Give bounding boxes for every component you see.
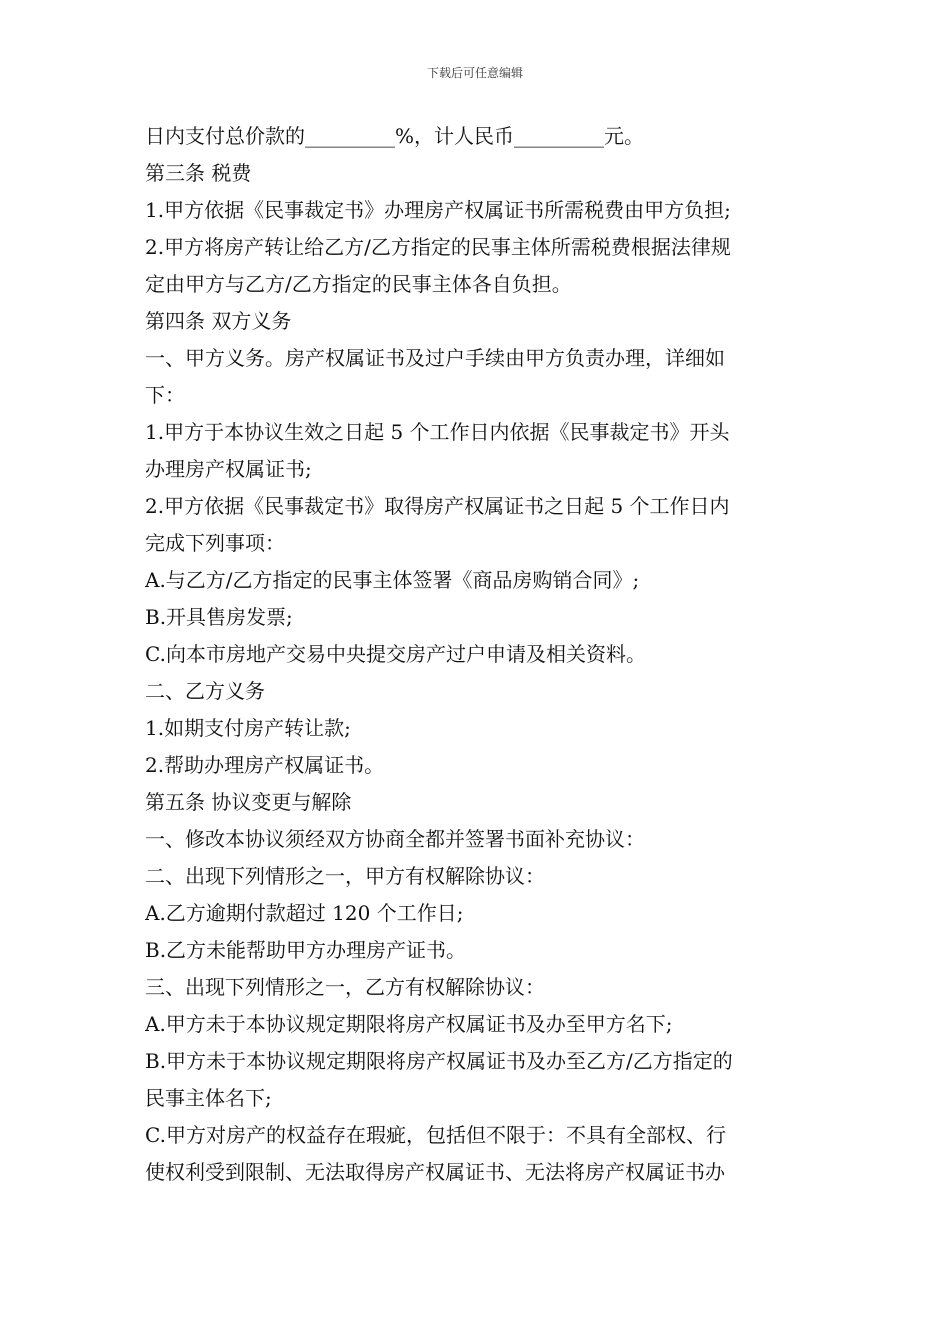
text-line: 日内支付总价款的_________%，计人民币_________元。 [145,124,645,148]
text-line: A.与乙方/乙方指定的民事主体签署《商品房购销合同》; [145,568,640,592]
text-line: 1.如期支付房产转让款; [145,716,351,740]
text-line: 2.甲方将房产转让给乙方/乙方指定的民事主体所需税费根据法律规 [145,235,731,259]
text-line: 1.甲方于本协议生效之日起 5 个工作日内依据《民事裁定书》开头 [145,420,730,444]
text-line: B.开具售房发票; [145,605,293,629]
text-line: 二、出现下列情形之一，甲方有权解除协议： [145,864,545,888]
text-line: 下： [145,383,185,407]
text-line: A.甲方未于本协议规定期限将房产权属证书及办至甲方名下; [145,1012,673,1036]
text-line: B.乙方未能帮助甲方办理房产证书。 [145,938,467,962]
text-line: C.甲方对房产的权益存在瑕疵，包括但不限于：不具有全部权、行 [145,1123,726,1147]
text-line: 定由甲方与乙方/乙方指定的民事主体各自负担。 [145,272,572,296]
text-line: 使权利受到限制、无法取得房产权属证书、无法将房产权属证书办 [145,1160,725,1184]
page-header: 下载后可任意编辑 [426,66,523,80]
text-line: 2.帮助办理房产权属证书。 [145,753,385,777]
text-line: A.乙方逾期付款超过 120 个工作日; [145,901,464,925]
text-line: 办理房产权属证书; [145,457,312,481]
text-line: 1.甲方依据《民事裁定书》办理房产权属证书所需税费由甲方负担; [145,198,731,222]
text-line: 完成下列事项： [145,531,285,555]
document-body [145,118,810,1191]
text-line: 一、甲方义务。房产权属证书及过户手续由甲方负责办理，详细如 [145,346,725,370]
text-line: 2.甲方依据《民事裁定书》取得房产权属证书之日起 5 个工作日内 [145,494,730,518]
text-line: 民事主体名下; [145,1086,272,1110]
text-line: C.向本市房地产交易中央提交房产过户申请及相关资料。 [145,642,646,666]
section-heading: 第四条 双方义务 [145,309,292,333]
subsection-heading: 二、乙方义务 [145,679,265,703]
section-heading: 第三条 税费 [145,161,252,185]
text-line: 三、出现下列情形之一，乙方有权解除协议： [145,975,545,999]
text-line: 一、修改本协议须经双方协商全都并签署书面补充协议： [145,827,645,851]
section-heading: 第五条 协议变更与解除 [145,790,352,814]
text-line: B.甲方未于本协议规定期限将房产权属证书及办至乙方/乙方指定的 [145,1049,733,1073]
